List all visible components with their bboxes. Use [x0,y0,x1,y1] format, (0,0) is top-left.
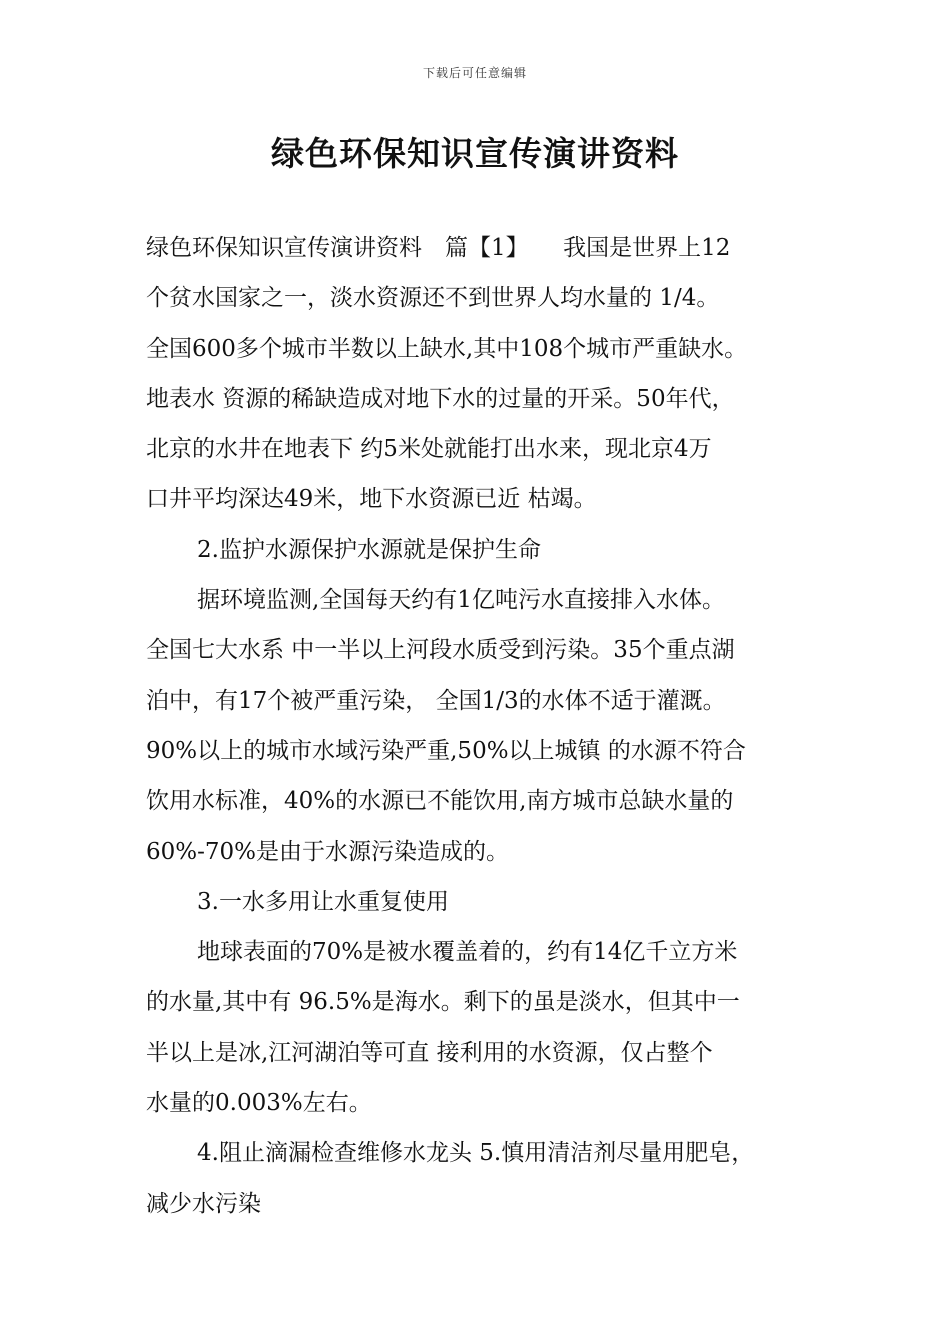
section-heading: 4.阻止滴漏检查维修水龙头 5.慎用清洁剂尽量用肥皂， [197,1140,755,1167]
text-line: 地表水 资源的稀缺造成对地下水的过量的开采。50年代， [146,385,735,412]
text-line: 个贫水国家之一，淡水资源还不到世界人均水量的 1/4。 [146,285,720,312]
text-line: 泊中，有17个被严重污染， 全国1/3的水体不适于灌溉。 [146,687,726,714]
paragraph-start: 地球表面的70%是被水覆盖着的，约有14亿千立方米 [197,939,738,966]
text-line: 北京的水井在地表下 约5米处就能打出水来，现北京4万 [146,436,712,463]
text-line: 90%以上的城市水域污染严重,50%以上城镇 的水源不符合 [146,737,746,764]
text-line: 减少水污染 [146,1190,261,1217]
header-note: 下载后可任意编辑 [422,66,527,80]
text-line: 60%-70%是由于水源污染造成的。 [146,838,510,865]
text-line: 绿色环保知识宣传演讲资料 篇【1】 我国是世界上12 [146,235,731,261]
paragraph-start: 据环境监测,全国每天约有1亿吨污水直接排入水体。 [197,587,725,614]
text-line: 半以上是冰,江河湖泊等可直 接利用的水资源，仅占整个 [146,1039,713,1066]
document-body [146,229,826,1235]
section-heading: 3.一水多用让水重复使用 [197,888,449,915]
text-line: 全国600多个城市半数以上缺水,其中108个城市严重缺水。 [146,335,748,362]
section-heading: 2.监护水源保护水源就是保护生命 [197,536,541,563]
document-title: 绿色环保知识宣传演讲资料 [271,134,679,173]
text-line: 全国七大水系 中一半以上河段水质受到污染。35个重点湖 [146,637,735,664]
text-line: 水量的0.003%左右。 [146,1090,372,1117]
text-line: 的水量,其中有 96.5%是海水。剩下的虽是淡水，但其中一 [146,989,740,1016]
text-line: 饮用水标准，40%的水源已不能饮用,南方城市总缺水量的 [146,788,734,815]
text-line: 口井平均深达49米，地下水资源已近 枯竭。 [146,486,597,513]
